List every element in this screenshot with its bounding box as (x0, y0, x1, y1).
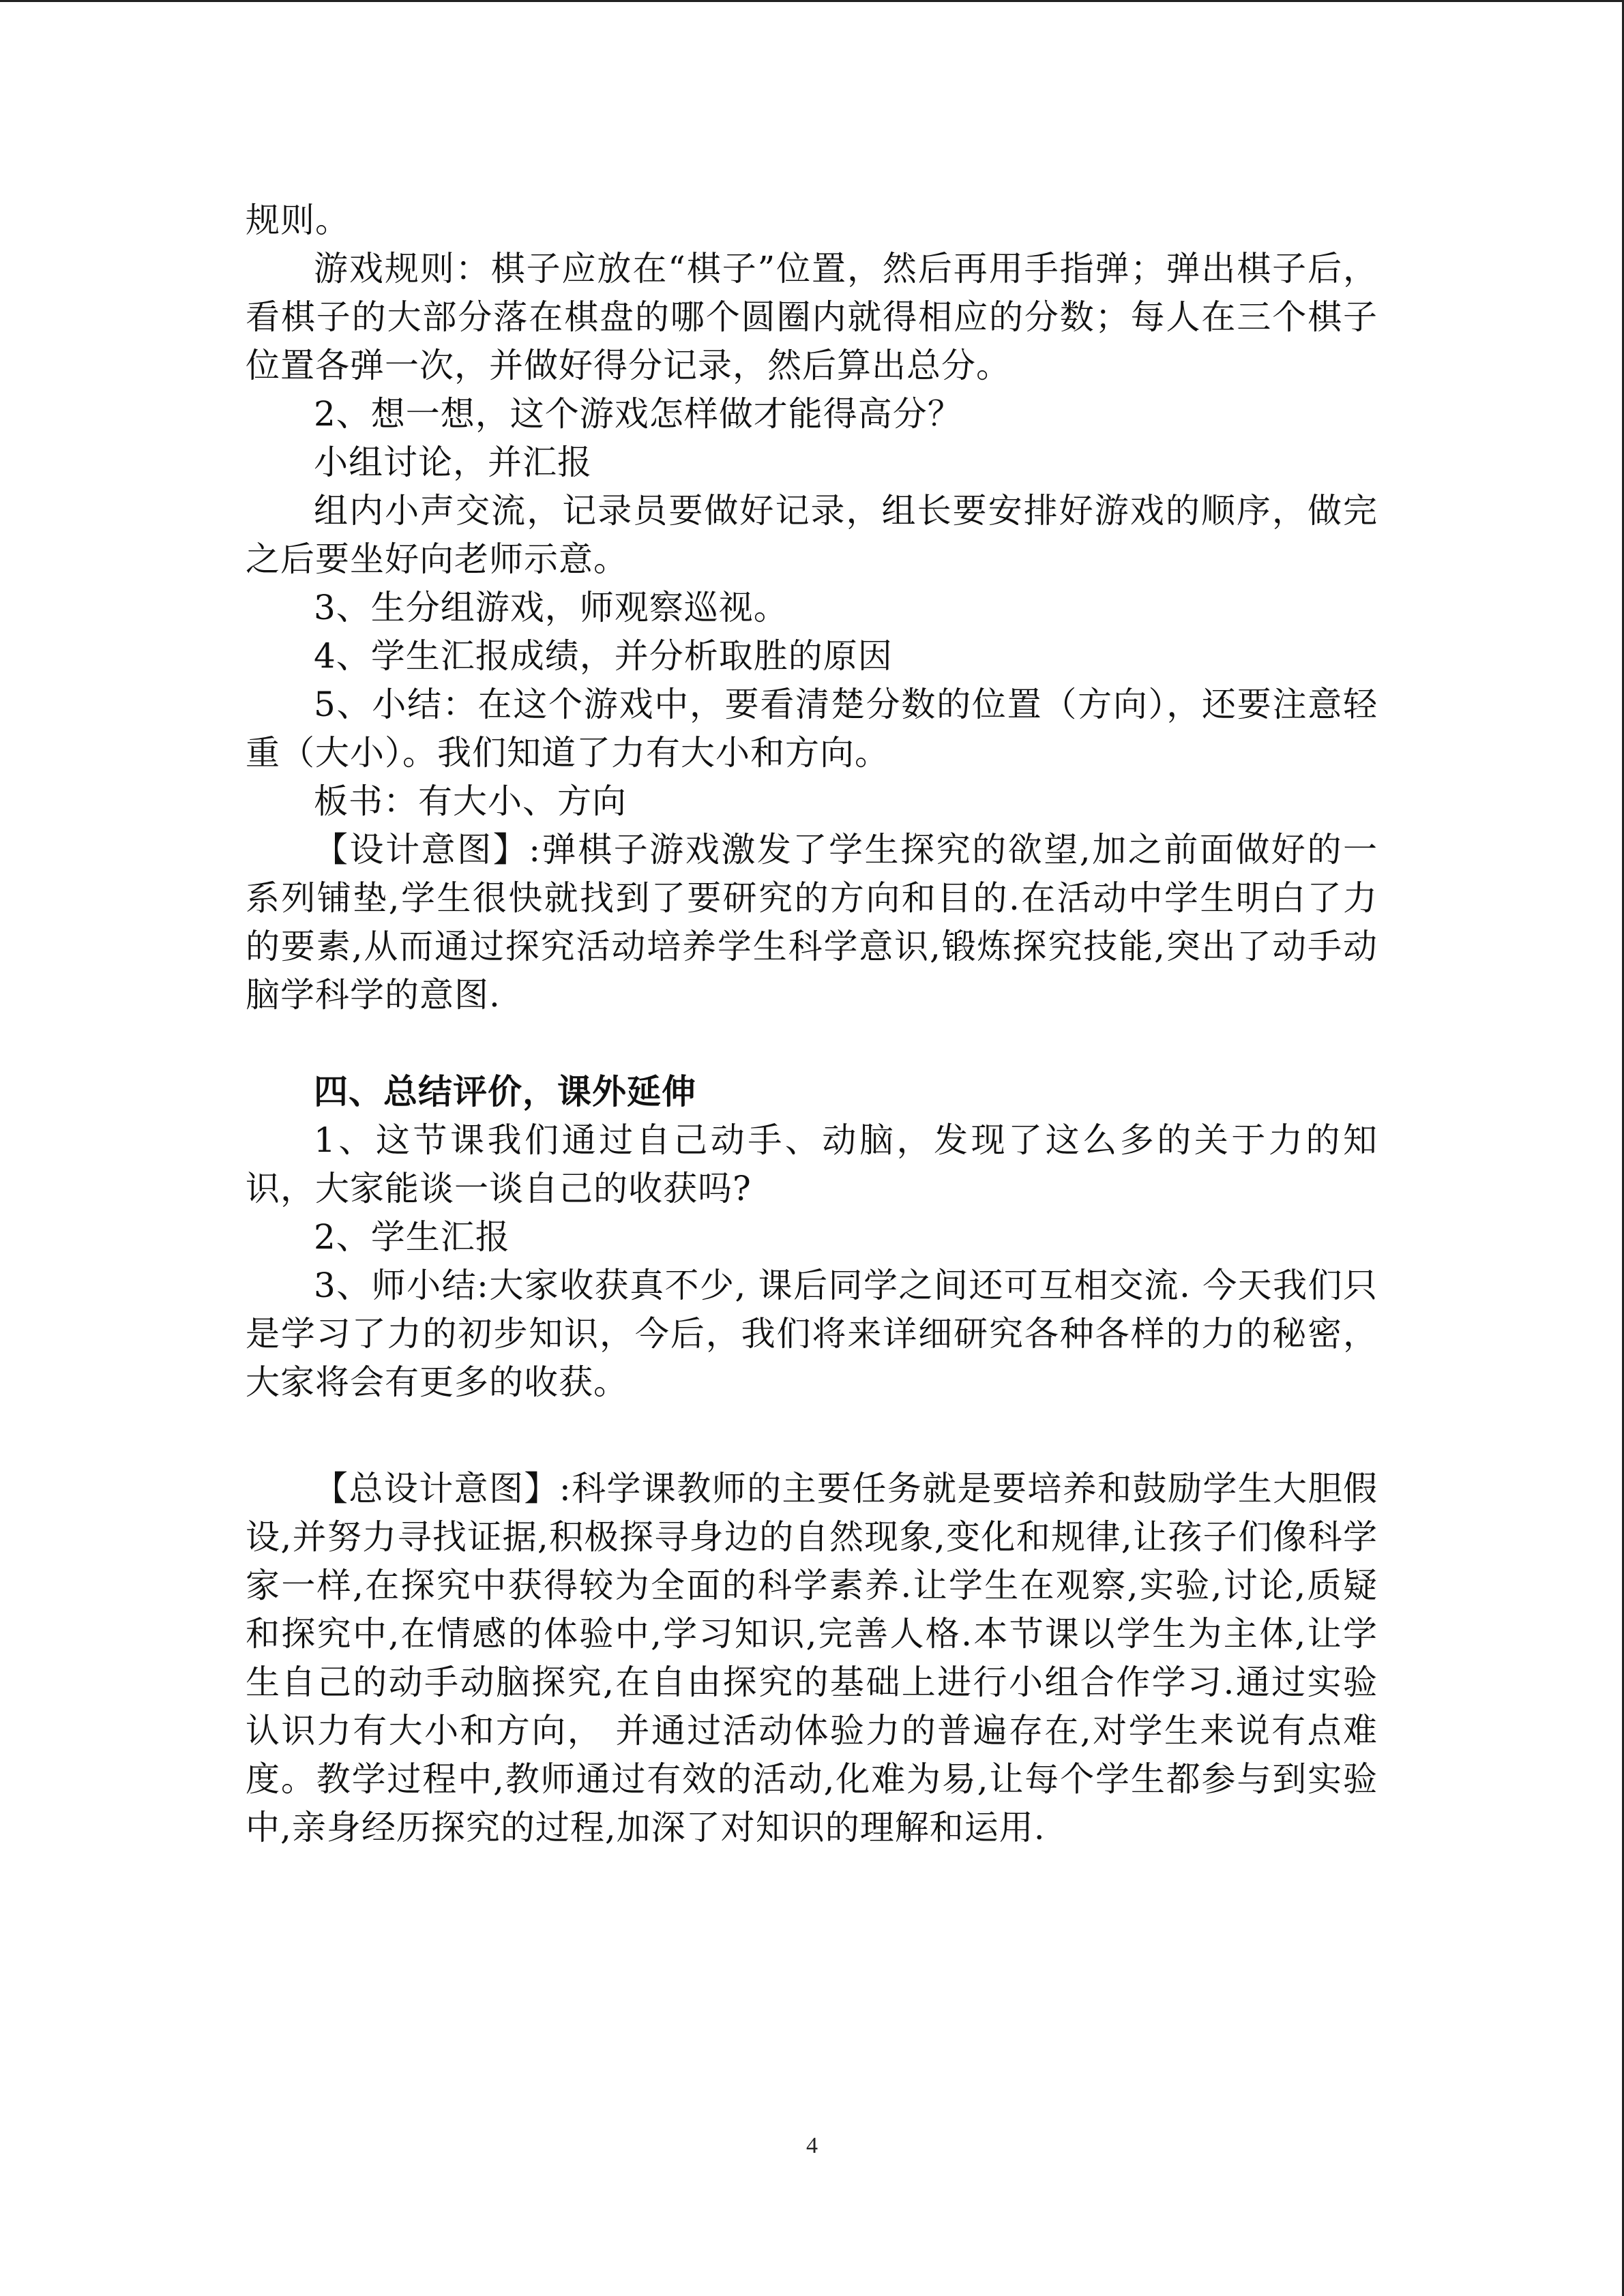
paragraph-game-rules: 游戏规则：棋子应放在“棋子”位置，然后再用手指弹；弹出棋子后，看棋子的大部分落在棋盘的哪个圆圈内就得相应的分数；每人在三个棋子位置各弹一次，并做好得分记录，然后算出总分。 (246, 249, 1378, 385)
paragraph-design-intent: 【设计意图】:弹棋子游戏激发了学生探究的欲望,加之前面做好的一系列铺垫,学生很快就找到了要研究的方向和目的.在活动中学生明白了力的要素,从而通过探究活动培养学生科学意识,锻炼探究技能,突出了动手动脑学科学的意图. (246, 830, 1378, 1015)
section-spacer (246, 1019, 1378, 1068)
paragraph-overall-design-intent: 【总设计意图】:科学课教师的主要任务就是要培养和鼓励学生大胆假设,并努力寻找证据,积极探寻身边的自然现象,变化和规律,让孩子们像科学家一样,在探究中获得较为全面的科学素养.让学生在观察,实验,讨论,质疑和探究中,在情感的体验中,学习知识,完善人格.本节课以学生为主体,让学生自己的动手动脑探究,在自由探究的基础上进行小组合作学习.通过实验认识力有大小和方向， 并通过活动体验力的普遍存在,对学生来说有点难度。教学过程中,教师通过有效的活动,化难为易,让每个学生都参与到实验中,亲身经历探究的过程,加深了对知识的理解和运用. (246, 1469, 1378, 1847)
document-body (246, 196, 1378, 1852)
paragraph-group-discussion: 小组讨论，并汇报 (314, 443, 592, 482)
paragraph-summary-step-3: 3、师小结:大家收获真不少, 课后同学之间还可互相交流. 今天我们只是学习了力的初步知识，今后，我们将来详细研究各种各样的力的秘密，大家将会有更多的收获。 (246, 1266, 1378, 1402)
section-heading-summary: 四、总结评价，课外延伸 (314, 1072, 696, 1112)
paragraph-step-4: 4、学生汇报成绩，并分析取胜的原因 (314, 636, 893, 676)
paragraph-summary-step-1: 1、这节课我们通过自己动手、动脑，发现了这么多的关于力的知识，大家能谈一谈自己的收获吗? (246, 1120, 1378, 1208)
page-border-top (0, 0, 1624, 2)
paragraph-step-5-summary: 5、小结：在这个游戏中，要看清楚分数的位置（方向），还要注意轻重（大小）。我们知道了力有大小和方向。 (246, 685, 1378, 773)
paragraph-blackboard: 板书：有大小、方向 (314, 781, 627, 821)
paragraph-rules-end: 规则。 (246, 200, 350, 240)
section-spacer (246, 1407, 1378, 1465)
paragraph-summary-step-2: 2、学生汇报 (314, 1217, 510, 1257)
page-number: 4 (806, 2133, 818, 2158)
paragraph-group-exchange: 组内小声交流，记录员要做好记录，组长要安排好游戏的顺序，做完之后要坐好向老师示意。 (246, 491, 1378, 579)
paragraph-step-3: 3、生分组游戏，师观察巡视。 (314, 588, 788, 627)
paragraph-step-2: 2、想一想，这个游戏怎样做才能得高分？ (314, 394, 962, 434)
